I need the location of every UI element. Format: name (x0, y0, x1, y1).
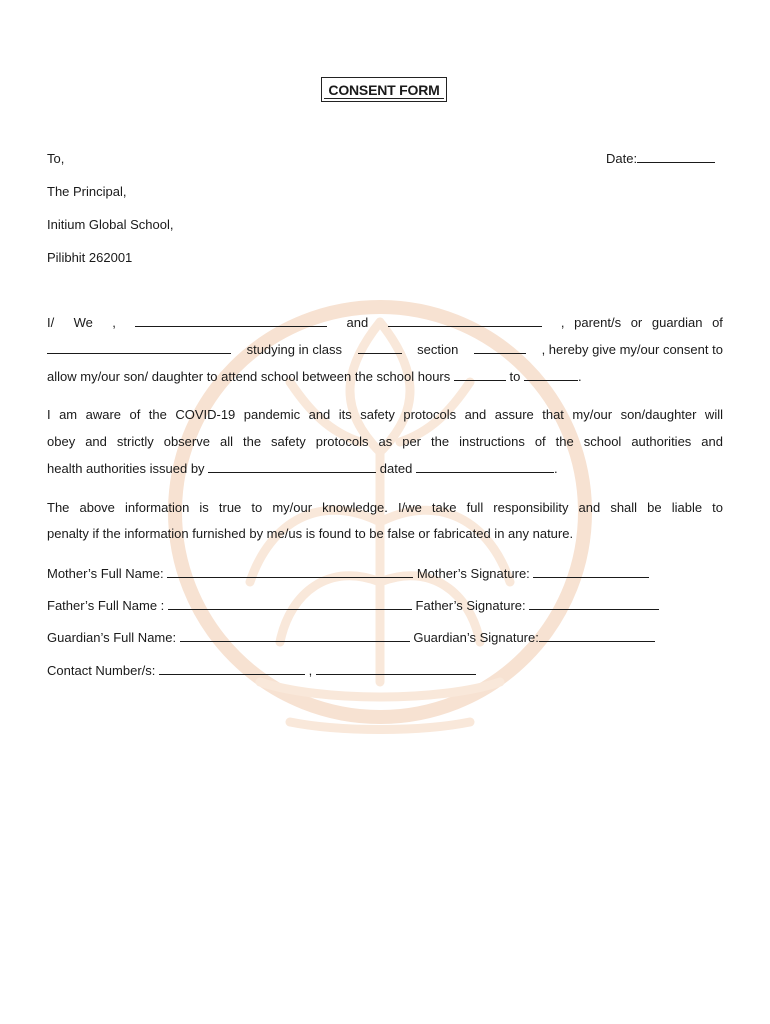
father-name-label: Father’s Full Name : (47, 598, 165, 613)
student-name-blank[interactable] (47, 342, 231, 354)
father-signature-blank[interactable] (529, 598, 659, 610)
principal-line: The Principal, (47, 184, 127, 199)
consent-hereby: , hereby give my/our consent to (541, 342, 723, 357)
mother-signature-blank[interactable] (533, 566, 649, 578)
mother-row (47, 566, 649, 581)
school-hours-from-blank[interactable] (454, 369, 506, 381)
guardian-signature-label: Guardian’s Signature: (413, 630, 539, 645)
school-line: Initium Global School, (47, 217, 174, 232)
consent-section: section (417, 342, 459, 357)
date-blank[interactable] (637, 151, 715, 163)
guardian-signature-blank[interactable] (539, 630, 655, 642)
contact-comma: , (308, 663, 313, 678)
consent-and: and (346, 315, 369, 330)
awareness-line-1: I am aware of the COVID-19 pandemic and its safety protocols and assure that my/our son/daughter will (47, 407, 723, 422)
contact-number-2-blank[interactable] (316, 663, 476, 675)
consent-line-3 (47, 369, 582, 384)
father-signature-label: Father’s Signature: (415, 598, 526, 613)
class-blank[interactable] (358, 342, 402, 354)
date-label: Date: (606, 151, 638, 166)
father-row (47, 598, 659, 613)
awareness-issued-by: health authorities issued by (47, 461, 205, 476)
date-field[interactable] (606, 151, 715, 166)
consent-studying: studying in class (246, 342, 342, 357)
guardian-row (47, 630, 655, 645)
declaration-line-2: penalty if the information furnished by me/us is found to be false or fabricated in any nature. (47, 526, 574, 541)
consent-allow: allow my/our son/ daughter to attend school between the school hours (47, 369, 451, 384)
awareness-dated: dated (379, 461, 413, 476)
contact-label: Contact Number/s: (47, 663, 156, 678)
city-line: Pilibhit 262001 (47, 250, 133, 265)
guardian-name-label: Guardian’s Full Name: (47, 630, 177, 645)
consent-parent-tail: , parent/s or guardian of (560, 315, 723, 330)
mother-name-blank[interactable] (167, 566, 413, 578)
dated-blank[interactable] (416, 461, 554, 473)
parent-name-1-blank[interactable] (135, 315, 327, 327)
father-name-blank[interactable] (168, 598, 412, 610)
awareness-period: . (553, 461, 558, 476)
to-label: To, (47, 151, 65, 166)
form-title: CONSENT FORM (321, 77, 447, 102)
consent-word-we: We (73, 315, 93, 330)
guardian-name-blank[interactable] (180, 630, 410, 642)
consent-line-2 (47, 342, 723, 357)
mother-signature-label: Mother’s Signature: (416, 566, 530, 581)
consent-period: . (577, 369, 582, 384)
consent-word-i: I/ (47, 315, 55, 330)
contact-row (47, 663, 476, 678)
mother-name-label: Mother’s Full Name: (47, 566, 164, 581)
consent-to: to (509, 369, 521, 384)
school-hours-to-blank[interactable] (524, 369, 578, 381)
consent-comma: , (112, 315, 116, 330)
declaration-line-1: The above information is true to my/our knowledge. I/we take full responsibility and shall be liable to (47, 500, 723, 515)
awareness-line-2: obey and strictly observe all the safety protocols as per the instructions of the school authorities and (47, 434, 723, 449)
awareness-line-3 (47, 461, 558, 476)
parent-name-2-blank[interactable] (388, 315, 542, 327)
issued-by-blank[interactable] (208, 461, 376, 473)
contact-number-1-blank[interactable] (159, 663, 305, 675)
section-blank[interactable] (474, 342, 526, 354)
consent-line-1 (47, 315, 723, 330)
